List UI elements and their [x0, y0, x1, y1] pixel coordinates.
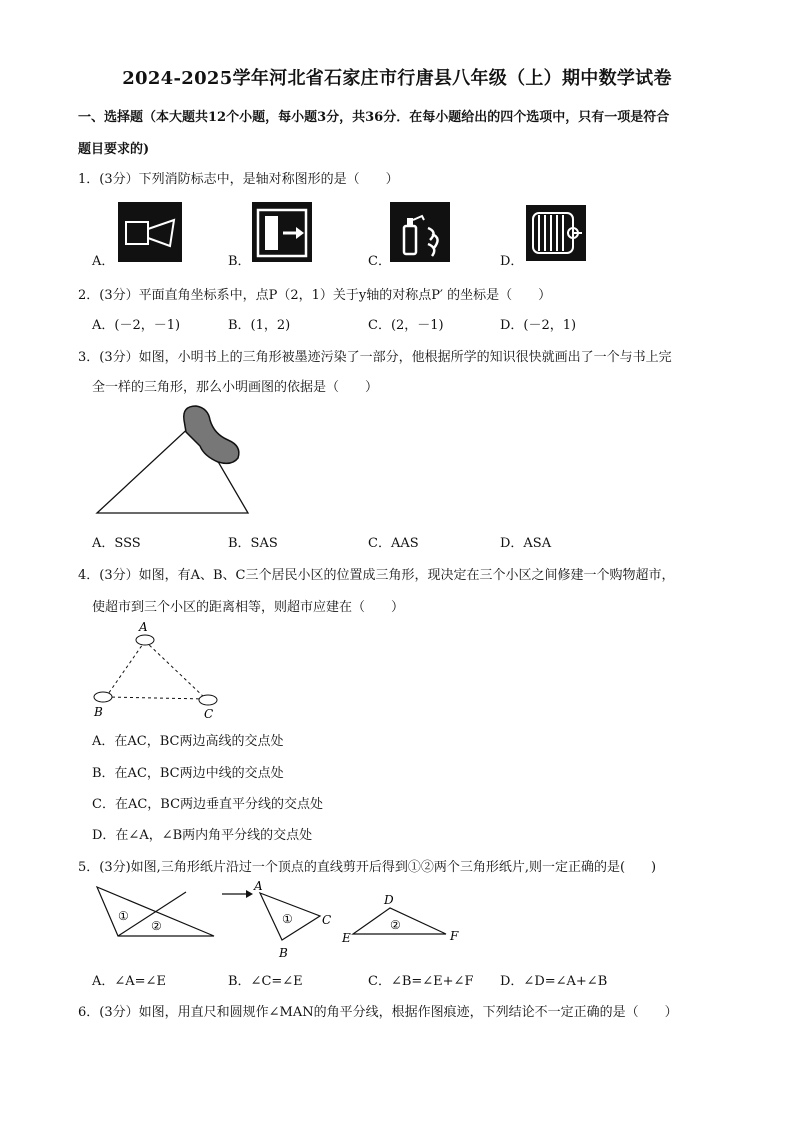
fire-sign-d-hose-reel-icon	[526, 205, 586, 261]
q2-option-a[interactable]: A．(－2，－1)	[92, 318, 181, 333]
section-heading-line1: 一、选择题（本大题共12个小题，每小题3分，共36分．在每小题给出的四个选项中，只有一项是符合	[78, 110, 670, 125]
q2-option-c[interactable]: C．(2，－1)	[368, 318, 444, 333]
q5-option-b[interactable]: B．∠C=∠E	[228, 974, 303, 989]
fire-sign-b-exit-icon	[252, 202, 312, 262]
question-4-stem-line1: 4．(3分）如图，有A、B、C三个居民小区的位置成三角形，现决定在三个小区之间修建一个购物超市，	[78, 568, 675, 583]
q3-option-c[interactable]: C．AAS	[368, 536, 419, 551]
q3-option-d[interactable]: D．ASA	[500, 536, 552, 551]
q5-option-a[interactable]: A．∠A=∠E	[92, 974, 166, 989]
q4-option-a[interactable]: A．在AC，BC两边高线的交点处	[92, 734, 284, 749]
q1-option-a[interactable]: A．	[92, 254, 115, 269]
q5-piece-1-label: ①	[118, 909, 129, 923]
q5-label-a: A	[254, 879, 263, 893]
q5-label-d: D	[384, 893, 394, 907]
question-3-stem-line2: 全一样的三角形，那么小明画图的依据是（ ）	[92, 380, 379, 395]
q1-option-c[interactable]: C．	[368, 254, 391, 269]
q5-cut-triangle-figure	[90, 878, 480, 962]
question-6-stem: 6．(3分）如图，用直尺和圆规作∠MAN的角平分线，根据作图痕迹，下列结论不一定正确的是（ ）	[78, 1005, 678, 1020]
q5-option-c[interactable]: C．∠B=∠E+∠F	[368, 974, 474, 989]
q1-option-d[interactable]: D．	[500, 254, 524, 269]
q2-option-d[interactable]: D．(－2，1)	[500, 318, 577, 333]
q4-option-b[interactable]: B．在AC，BC两边中线的交点处	[92, 766, 284, 781]
q5-label-e: E	[342, 931, 351, 945]
exam-title: 2024-2025学年河北省石家庄市行唐县八年级（上）期中数学试卷	[122, 68, 672, 89]
q3-option-a[interactable]: A．SSS	[92, 536, 141, 551]
q5-triangle-2-label: ②	[390, 918, 401, 932]
q5-label-c: C	[322, 913, 332, 927]
fire-sign-a-icon	[118, 202, 182, 262]
q3-option-b[interactable]: B．SAS	[228, 536, 278, 551]
q3-stained-triangle-figure	[92, 400, 262, 520]
q4-label-c: C	[204, 707, 214, 721]
fire-sign-c-extinguisher-icon	[390, 202, 450, 262]
question-3-stem-line1: 3．(3分）如图，小明书上的三角形被墨迹污染了一部分，他根据所学的知识很快就画出了一个与书上完	[78, 350, 672, 365]
q5-piece-2-label: ②	[151, 919, 162, 933]
q4-option-c[interactable]: C．在AC，BC两边垂直平分线的交点处	[92, 797, 324, 812]
q4-option-d[interactable]: D．在∠A，∠B两内角平分线的交点处	[92, 828, 313, 843]
q5-label-f: F	[450, 929, 459, 943]
question-5-stem: 5．(3分)如图,三角形纸片沿过一个顶点的直线剪开后得到①②两个三角形纸片,则一定正确的是( )	[78, 860, 657, 875]
question-2-stem: 2．(3分）平面直角坐标系中，点P（2，1）关于y轴的对称点P′ 的坐标是（ ）	[78, 288, 552, 303]
question-1-stem: 1．(3分）下列消防标志中，是轴对称图形的是（ ）	[78, 172, 399, 187]
q5-triangle-1-label: ①	[282, 912, 293, 926]
q1-option-b[interactable]: B．	[228, 254, 251, 269]
q4-label-a: A	[139, 620, 148, 634]
q4-label-b: B	[94, 705, 103, 719]
q5-label-b: B	[279, 946, 288, 960]
q5-option-d[interactable]: D．∠D=∠A+∠B	[500, 974, 608, 989]
q4-residential-triangle-figure	[88, 620, 228, 722]
q2-option-b[interactable]: B．(1，2)	[228, 318, 291, 333]
question-4-stem-line2: 使超市到三个小区的距离相等，则超市应建在（ ）	[92, 600, 405, 615]
section-heading-line2: 题目要求的)	[78, 142, 150, 157]
